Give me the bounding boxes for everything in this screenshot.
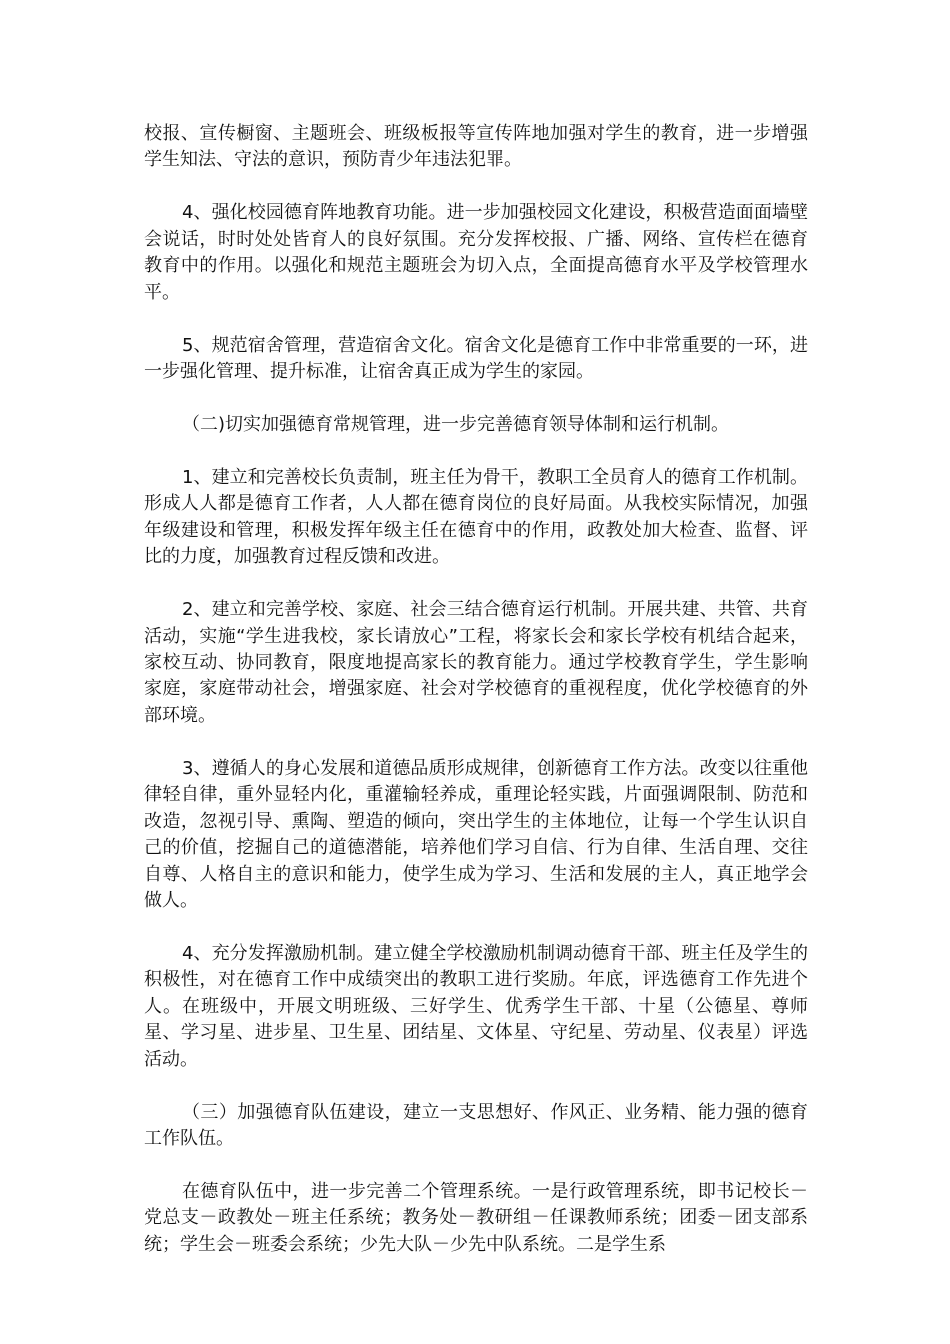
paragraph-continuation: 校报、宣传橱窗、主题班会、班级板报等宣传阵地加强对学生的教育，进一步增强学生知法、守法的意识，预防青少年违法犯罪。: [144, 123, 808, 171]
paragraph-item-5-dormitory: 5、规范宿舍管理，营造宿舍文化。宿舍文化是德育工作中非常重要的一环，进一步强化管理、提升标准，让宿舍真正成为学生的家园。: [144, 334, 808, 383]
paragraph-item-2-home-school: 2、建立和完善学校、家庭、社会三结合德育运行机制。开展共建、共管、共育活动，实施“学生进我校，家长请放心”工程，将家长会和家长学校有机结合起来，家校互动、协同教育，限度地提高家长的教育能力。通过学校教育学生，学生影响家庭，家庭带动社会，增强家庭、社会对学校德育的重视程度，优化学校德育的外部环境。: [144, 599, 808, 726]
section-heading-2: （二)切实加强德育常规管理，进一步完善德育领导体制和运行机制。: [182, 414, 730, 436]
section-heading-3: （三）加强德育队伍建设，建立一支思想好、作风正、业务精、能力强的德育工作队伍。: [144, 1101, 808, 1149]
paragraph-item-4-incentive: 4、充分发挥激励机制。建立健全学校激励机制调动德育干部、班主任及学生的积极性，对在德育工作中成绩突出的教职工进行奖励。年底，评选德育工作先进个人。在班级中，开展文明班级、三好学生、优秀学生干部、十星（公德星、尊师星、学习星、进步星、卫生星、团结星、文体星、守纪星、劳动星、仪表星）评选活动。: [144, 942, 808, 1070]
paragraph-management-systems: 在德育队伍中，进一步完善二个管理系统。一是行政管理系统，即书记校长－党总支－政教处－班主任系统；教务处－教研组－任课教师系统；团委－团支部系统；学生会－班委会系统；少先大队－少先中队系统。二是学生系: [144, 1180, 808, 1255]
document-page: [144, 121, 808, 1285]
paragraph-item-3-methods: 3、遵循人的身心发展和道德品质形成规律，创新德育工作方法。改变以往重他律轻自律，重外显轻内化，重灌输轻养成，重理论轻实践，片面强调限制、防范和改造，忽视引导、熏陶、塑造的倾向，突出学生的主体地位，让每一个学生认识自己的价值，挖掘自己的道德潜能，培养他们学习自信、行为自律、生活自理、交往自尊、人格自主的意识和能力，使学生成为学习、生活和发展的主人，真正地学会做人。: [144, 757, 808, 911]
paragraph-item-4-campus: 4、强化校园德育阵地教育功能。进一步加强校园文化建设，积极营造面面墙壁会说话，时时处处皆育人的良好氛围。充分发挥校报、广播、网络、宣传栏在德育教育中的作用。以强化和规范主题班会为切入点，全面提高德育水平及学校管理水平。: [144, 202, 808, 303]
paragraph-item-1-mechanism: 1、建立和完善校长负责制，班主任为骨干，教职工全员育人的德育工作机制。形成人人都是德育工作者，人人都在德育岗位的良好局面。从我校实际情况，加强年级建设和管理，积极发挥年级主任在德育中的作用，政教处加大检查、监督、评比的力度，加强教育过程反馈和改进。: [144, 467, 808, 568]
